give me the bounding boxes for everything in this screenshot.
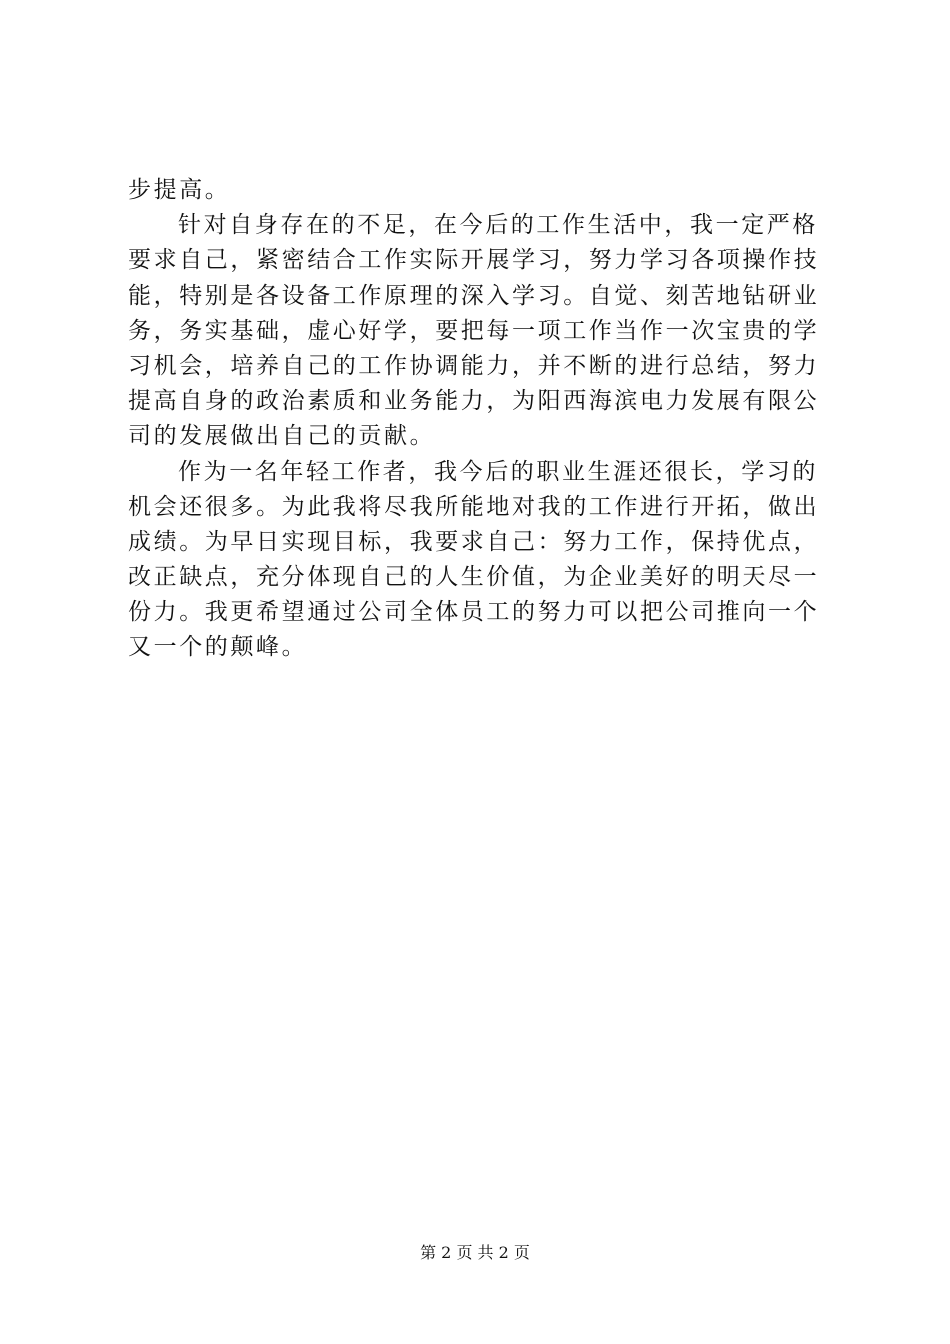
paragraph-first-line: 作为一名年轻工作者，我今后的职业生涯还很长，学习的	[178, 458, 818, 485]
text-line: 成绩。为早日实现目标，我要求自己：努力工作，保持优点，	[128, 528, 820, 555]
text-line: 又一个的颠峰。	[128, 634, 308, 661]
text-line: 步提高。	[128, 177, 231, 203]
text-line: 改正缺点，充分体现自己的人生价值，为企业美好的明天尽一	[128, 564, 820, 591]
text-line: 机会还很多。为此我将尽我所能地对我的工作进行开拓，做出	[128, 493, 820, 520]
text-line: 务，务实基础，虚心好学，要把每一项工作当作一次宝贵的学	[128, 317, 820, 344]
text-line: 提高自身的政治素质和业务能力，为阳西海滨电力发展有限公	[128, 388, 820, 415]
text-line: 司的发展做出自己的贡献。	[128, 423, 436, 450]
document-body	[128, 173, 832, 666]
text-line: 能，特别是各设备工作原理的深入学习。自觉、刻苦地钻研业	[128, 282, 820, 309]
text-line: 要求自己，紧密结合工作实际开展学习，努力学习各项操作技	[128, 247, 820, 274]
page-number-footer: 第 2 页 共 2 页	[420, 1243, 530, 1262]
paragraph-first-line: 针对自身存在的不足，在今后的工作生活中，我一定严格	[178, 212, 818, 239]
text-line: 习机会，培养自己的工作协调能力，并不断的进行总结，努力	[128, 352, 820, 379]
text-line: 份力。我更希望通过公司全体员工的努力可以把公司推向一个	[128, 599, 820, 626]
